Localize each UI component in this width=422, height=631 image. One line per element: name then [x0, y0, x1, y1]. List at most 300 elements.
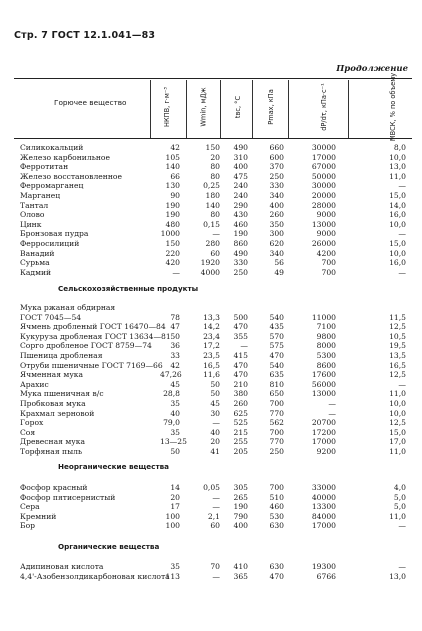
nkpv-value: 33	[170, 350, 180, 360]
column-header-pmax: Pmax, кПа	[267, 89, 276, 125]
table-row	[14, 181, 412, 191]
pmax-value: 770	[269, 437, 284, 447]
table-row	[14, 201, 412, 211]
tvs-value: 470	[233, 370, 248, 380]
nkpv-value: 17	[170, 502, 180, 512]
tvs-value: 860	[233, 238, 248, 248]
tvs-value: 190	[233, 229, 248, 239]
column-divider	[220, 80, 221, 138]
pmax-value: 600	[269, 152, 284, 162]
substance-name: Адипиновая кислота	[20, 562, 104, 571]
substance-name: Цинк	[20, 219, 42, 229]
section-title-organic: Органические вещества	[58, 542, 160, 551]
nkpv-value: 40	[170, 408, 180, 418]
substance-name: Пшеница дробленая	[20, 350, 103, 360]
wmin-value: 0,25	[203, 181, 220, 191]
dpdt-value: 40000	[311, 492, 336, 502]
wmin-value: —	[212, 492, 220, 502]
nkpv-value: 190	[165, 210, 180, 220]
wmin-value: 60	[210, 521, 220, 531]
tvs-value: 355	[233, 331, 248, 341]
table-row	[14, 332, 412, 342]
substance-name: Арахис	[20, 379, 49, 389]
dpdt-value: 5300	[316, 350, 336, 360]
mvsk-value: 5,0	[393, 492, 406, 502]
tvs-value: 380	[233, 389, 248, 399]
table-row	[14, 493, 412, 503]
dpdt-value: 20700	[311, 418, 336, 428]
tvs-value: 240	[233, 190, 248, 200]
dpdt-value: 20000	[311, 190, 336, 200]
table-row	[14, 162, 412, 172]
table-row	[14, 437, 412, 447]
nkpv-value: 100	[165, 511, 180, 521]
pmax-value: 400	[269, 200, 284, 210]
mvsk-value: 16,0	[389, 210, 406, 220]
pmax-value: 510	[269, 492, 284, 502]
table-row	[14, 322, 412, 332]
wmin-value: 280	[205, 238, 220, 248]
nkpv-value: 1000	[160, 229, 180, 239]
nkpv-value: 66	[170, 171, 180, 181]
nkpv-value: 45	[170, 379, 180, 389]
table-row	[14, 502, 412, 512]
table-row	[14, 418, 412, 428]
wmin-value: 13,3	[203, 312, 220, 322]
tvs-value: 415	[233, 350, 248, 360]
dpdt-value: 56000	[311, 379, 336, 389]
column-header-mvsk: МВСК, % по объему	[389, 72, 397, 142]
wmin-value: 150	[205, 143, 220, 152]
mvsk-value: 13,0	[389, 162, 406, 172]
table-row	[14, 483, 412, 493]
pmax-value: 435	[269, 322, 284, 332]
pmax-value: 630	[269, 562, 284, 571]
substance-name: Сорго дробленое ГОСТ 8759—74	[20, 341, 152, 351]
column-divider	[150, 80, 151, 138]
table-row	[14, 153, 412, 163]
pmax-value: 49	[274, 267, 284, 277]
pmax-value: 460	[269, 502, 284, 512]
table-row	[14, 249, 412, 259]
nkpv-value: 50	[170, 446, 180, 456]
wmin-value: 20	[210, 437, 220, 447]
wmin-value: 23,5	[203, 350, 220, 360]
pmax-value: 635	[269, 370, 284, 380]
wmin-value: 0,05	[203, 483, 220, 492]
pmax-value: 260	[269, 210, 284, 220]
wmin-value: 40	[210, 427, 220, 437]
substance-name: Сера	[20, 502, 40, 512]
nkpv-value: 42	[170, 143, 180, 152]
dpdt-value: 50000	[311, 171, 336, 181]
tvs-value: 240	[233, 181, 248, 191]
mvsk-value: —	[398, 379, 406, 389]
pmax-value: 370	[269, 162, 284, 172]
wmin-value: —	[212, 502, 220, 512]
substance-name: Сурьма	[20, 258, 50, 268]
substance-name: Кукуруза дробленая ГОСТ 13634—81	[20, 331, 171, 341]
table-row	[14, 313, 412, 323]
nkpv-value: 50	[170, 331, 180, 341]
table-row	[14, 220, 412, 230]
table-top-rule	[14, 78, 412, 79]
mvsk-value: 15,0	[389, 427, 406, 437]
table-row	[14, 409, 412, 419]
pmax-value: 570	[269, 331, 284, 341]
substance-name: Ферротитан	[20, 162, 69, 172]
pmax-value: 350	[269, 219, 284, 229]
nkpv-value: 42	[170, 360, 180, 370]
mvsk-value: 10,0	[389, 219, 406, 229]
dpdt-value: 28000	[311, 200, 336, 210]
pmax-value: 470	[269, 571, 284, 581]
wmin-value: 2,1	[207, 511, 220, 521]
table-row	[14, 380, 412, 390]
nkpv-value: 130	[165, 181, 180, 191]
table-row	[14, 143, 412, 153]
dpdt-value: 9800	[316, 331, 336, 341]
table-row	[14, 521, 412, 531]
nkpv-value: 28,8	[163, 389, 180, 399]
table-row	[14, 389, 412, 399]
nkpv-value: 420	[165, 258, 180, 268]
substance-name: Фосфор красный	[20, 483, 88, 492]
column-header-wmin: Wmin, мДж	[200, 87, 208, 127]
dpdt-value: 17200	[311, 427, 336, 437]
pmax-value: 562	[269, 418, 284, 428]
pmax-value: 650	[269, 389, 284, 399]
mvsk-value: 15,0	[389, 238, 406, 248]
wmin-value: 4000	[200, 267, 220, 277]
table-row	[14, 428, 412, 438]
mvsk-value: 10,0	[389, 398, 406, 408]
mvsk-value: 4,0	[393, 483, 406, 492]
mvsk-value: 15,0	[389, 190, 406, 200]
nkpv-value: 35	[170, 562, 180, 571]
wmin-value: 30	[210, 408, 220, 418]
pmax-value: 250	[269, 446, 284, 456]
wmin-value: 45	[210, 398, 220, 408]
nkpv-value: 90	[170, 190, 180, 200]
column-divider	[348, 80, 349, 138]
section-title-agricultural: Сельскохозяйственные продукты	[58, 284, 199, 293]
pmax-value: 540	[269, 312, 284, 322]
substance-name: Фосфор пятисернистый	[20, 492, 116, 502]
column-header-tvs: tвс, °C	[234, 95, 243, 119]
mvsk-value: —	[398, 562, 406, 571]
substance-name: Кремний	[20, 511, 57, 521]
mvsk-value: 11,0	[389, 446, 406, 456]
pmax-value: 340	[269, 248, 284, 258]
table-row	[14, 210, 412, 220]
mvsk-value: 13,0	[389, 571, 406, 581]
table-row	[14, 191, 412, 201]
pmax-value: 340	[269, 190, 284, 200]
tvs-value: 305	[233, 483, 248, 492]
column-header-substance: Горючее вещество	[54, 98, 127, 107]
tvs-value: 475	[233, 171, 248, 181]
substance-name: Ячмень дробленый ГОСТ 16470—84	[20, 322, 166, 332]
nkpv-value: 113	[165, 571, 180, 581]
dpdt-value: 6766	[316, 571, 336, 581]
mvsk-value: —	[398, 267, 406, 277]
tvs-value: 625	[233, 408, 248, 418]
dpdt-value: 17000	[311, 152, 336, 162]
dpdt-value: 17000	[311, 521, 336, 531]
mvsk-value: 8,0	[393, 143, 406, 152]
table-row	[14, 447, 412, 457]
mvsk-value: 5,0	[393, 502, 406, 512]
nkpv-value: 480	[165, 219, 180, 229]
group-agricultural	[14, 303, 412, 457]
tvs-value: 255	[233, 437, 248, 447]
table-row	[14, 303, 412, 313]
tvs-value: 330	[233, 258, 248, 268]
substance-name: Соя	[20, 427, 36, 437]
column-header-dpdt: dP/dτ, кПа·с⁻¹	[320, 83, 328, 131]
wmin-value: 180	[205, 190, 220, 200]
dpdt-value: 13300	[311, 502, 336, 512]
table-row	[14, 572, 412, 582]
tvs-value: 310	[233, 152, 248, 162]
tvs-value: 470	[233, 322, 248, 332]
substance-name: Ячменная мука	[20, 370, 84, 380]
nkpv-value: 35	[170, 427, 180, 437]
continuation-label: Продолжение	[336, 64, 408, 74]
tvs-value: 215	[233, 427, 248, 437]
nkpv-value: 220	[165, 248, 180, 258]
wmin-value: 17,2	[203, 341, 220, 351]
column-header-nkpv: НКПВ, г·м⁻³	[163, 87, 172, 127]
substance-name: Железо восстановленное	[20, 171, 122, 181]
pmax-value: 330	[269, 181, 284, 191]
wmin-value: 20	[210, 152, 220, 162]
substance-name: Марганец	[20, 190, 61, 200]
tvs-value: 210	[233, 379, 248, 389]
nkpv-value: 13—25	[160, 437, 187, 447]
dpdt-value: 9000	[316, 210, 336, 220]
dpdt-value: 30000	[311, 181, 336, 191]
dpdt-value: 700	[321, 258, 336, 268]
nkpv-value: 14	[170, 483, 180, 492]
table-row	[14, 512, 412, 522]
wmin-value: 11,6	[203, 370, 220, 380]
nkpv-value: 150	[165, 238, 180, 248]
pmax-value: 56	[274, 258, 284, 268]
mvsk-value: —	[398, 229, 406, 239]
pmax-value: 300	[269, 229, 284, 239]
substance-name: Мука пшеничная в/с	[20, 389, 104, 399]
dpdt-value: 13000	[311, 389, 336, 399]
pmax-value: 770	[269, 408, 284, 418]
mvsk-value: 10,0	[389, 408, 406, 418]
mvsk-value: 17,0	[389, 437, 406, 447]
nkpv-value: —	[172, 267, 180, 277]
dpdt-value: 67000	[311, 162, 336, 172]
mvsk-value: 11,5	[389, 312, 406, 322]
pmax-value: 250	[269, 171, 284, 181]
wmin-value: 23,4	[203, 331, 220, 341]
mvsk-value: 16,5	[389, 360, 406, 370]
substance-name: Бронзовая пудра	[20, 229, 89, 239]
table-header	[14, 72, 412, 142]
nkpv-value: 47,26	[160, 370, 182, 380]
substance-name: Тантал	[20, 200, 49, 210]
nkpv-value: 190	[165, 200, 180, 210]
nkpv-value: 105	[165, 152, 180, 162]
mvsk-value: —	[398, 521, 406, 531]
substance-name: ГОСТ 7045—54	[20, 312, 82, 322]
mvsk-value: 10,0	[389, 248, 406, 258]
pmax-value: 810	[269, 379, 284, 389]
wmin-value: 80	[210, 162, 220, 172]
dpdt-value: 13000	[311, 219, 336, 229]
dpdt-value: 11000	[311, 312, 336, 322]
tvs-value: 790	[233, 511, 248, 521]
nkpv-value: 47	[170, 322, 180, 332]
column-divider	[252, 80, 253, 138]
dpdt-value: 9200	[316, 446, 336, 456]
dpdt-value: 17000	[311, 437, 336, 447]
wmin-value: 1920	[200, 258, 220, 268]
substance-name: 4,4'-Азобензолдикарбоновая кислота	[20, 571, 170, 581]
table-row	[14, 172, 412, 182]
substance-name: Крахмал зерновой	[20, 408, 95, 418]
table-row	[14, 562, 412, 572]
dpdt-value: 84000	[311, 511, 336, 521]
pmax-value: 700	[269, 398, 284, 408]
pmax-value: 700	[269, 483, 284, 492]
mvsk-value: —	[398, 181, 406, 191]
substance-name: Торфяная пыль	[20, 446, 83, 456]
tvs-value: 190	[233, 502, 248, 512]
table-header-rule	[14, 138, 412, 139]
mvsk-value: 10,0	[389, 152, 406, 162]
column-divider	[288, 80, 289, 138]
tvs-value: 265	[233, 492, 248, 502]
tvs-value: 460	[233, 219, 248, 229]
pmax-value: 660	[269, 143, 284, 152]
mvsk-value: 11,0	[389, 511, 406, 521]
nkpv-value: 20	[170, 492, 180, 502]
group-organic	[14, 562, 412, 581]
table-row	[14, 370, 412, 380]
wmin-value: 16,5	[203, 360, 220, 370]
dpdt-value: 26000	[311, 238, 336, 248]
nkpv-value: 78	[170, 312, 180, 322]
wmin-value: —	[212, 229, 220, 239]
dpdt-value: 30000	[311, 143, 336, 152]
wmin-value: 70	[210, 562, 220, 571]
wmin-value: 50	[210, 389, 220, 399]
wmin-value: 140	[205, 200, 220, 210]
table-row	[14, 239, 412, 249]
tvs-value: 430	[233, 210, 248, 220]
mvsk-value: 19,5	[389, 341, 406, 351]
pmax-value: 620	[269, 238, 284, 248]
tvs-value: 500	[233, 312, 248, 322]
table-row	[14, 361, 412, 371]
wmin-value: 80	[210, 210, 220, 220]
pmax-value: 530	[269, 511, 284, 521]
substance-name: Ферромарганец	[20, 181, 84, 191]
mvsk-value: 14,0	[389, 200, 406, 210]
substance-name: Отруби пшеничные ГОСТ 7169—66	[20, 360, 163, 370]
tvs-value: 410	[233, 562, 248, 571]
substance-name: Мука ржаная обдирная	[20, 303, 116, 312]
group-metals	[14, 143, 412, 277]
wmin-value: 50	[210, 379, 220, 389]
tvs-value: 205	[233, 446, 248, 456]
pmax-value: 540	[269, 360, 284, 370]
substance-name: Пробковая мука	[20, 398, 86, 408]
substance-name: Ванадий	[20, 248, 55, 258]
dpdt-value: —	[328, 398, 336, 408]
nkpv-value: 100	[165, 521, 180, 531]
pmax-value: 630	[269, 521, 284, 531]
pmax-value: 470	[269, 350, 284, 360]
substance-name: Железо карбонильное	[20, 152, 110, 162]
substance-name: Древесная мука	[20, 437, 85, 447]
wmin-value: 0,15	[203, 219, 220, 229]
mvsk-value: 12,5	[389, 370, 406, 380]
tvs-value: 470	[233, 360, 248, 370]
tvs-value: 525	[233, 418, 248, 428]
table-row	[14, 351, 412, 361]
dpdt-value: 17600	[311, 370, 336, 380]
nkpv-value: 36	[170, 341, 180, 351]
group-inorganic	[14, 483, 412, 531]
mvsk-value: 13,5	[389, 350, 406, 360]
substance-name: Олово	[20, 210, 45, 220]
wmin-value: —	[212, 418, 220, 428]
table-row	[14, 268, 412, 278]
mvsk-value: 12,5	[389, 322, 406, 332]
mvsk-value: 10,5	[389, 331, 406, 341]
dpdt-value: 19300	[311, 562, 336, 571]
dpdt-value: 700	[321, 267, 336, 277]
substance-name: Горох	[20, 418, 44, 428]
mvsk-value: 11,0	[389, 389, 406, 399]
dpdt-value: 4200	[316, 248, 336, 258]
table-row	[14, 399, 412, 409]
wmin-value: —	[212, 571, 220, 581]
substance-name: Кадмий	[20, 267, 52, 277]
tvs-value: 250	[233, 267, 248, 277]
mvsk-value: 12,5	[389, 418, 406, 428]
tvs-value: 400	[233, 162, 248, 172]
section-title-inorganic: Неорганические вещества	[58, 462, 170, 471]
nkpv-value: 140	[165, 162, 180, 172]
dpdt-value: 8600	[316, 360, 336, 370]
wmin-value: 60	[210, 248, 220, 258]
tvs-value: 260	[233, 398, 248, 408]
dpdt-value: 7100	[316, 322, 336, 332]
tvs-value: 490	[233, 248, 248, 258]
substance-name: Силикокальций	[20, 143, 84, 152]
nkpv-value: 79,0	[163, 418, 180, 428]
dpdt-value: 33000	[311, 483, 336, 492]
substance-name: Ферросилиций	[20, 238, 80, 248]
pmax-value: 700	[269, 427, 284, 437]
wmin-value: 80	[210, 171, 220, 181]
wmin-value: 41	[210, 446, 220, 456]
table-row	[14, 229, 412, 239]
tvs-value: 365	[233, 571, 248, 581]
wmin-value: 14,2	[203, 322, 220, 332]
page-header: Стр. 7 ГОСТ 12.1.041—83	[14, 30, 156, 41]
